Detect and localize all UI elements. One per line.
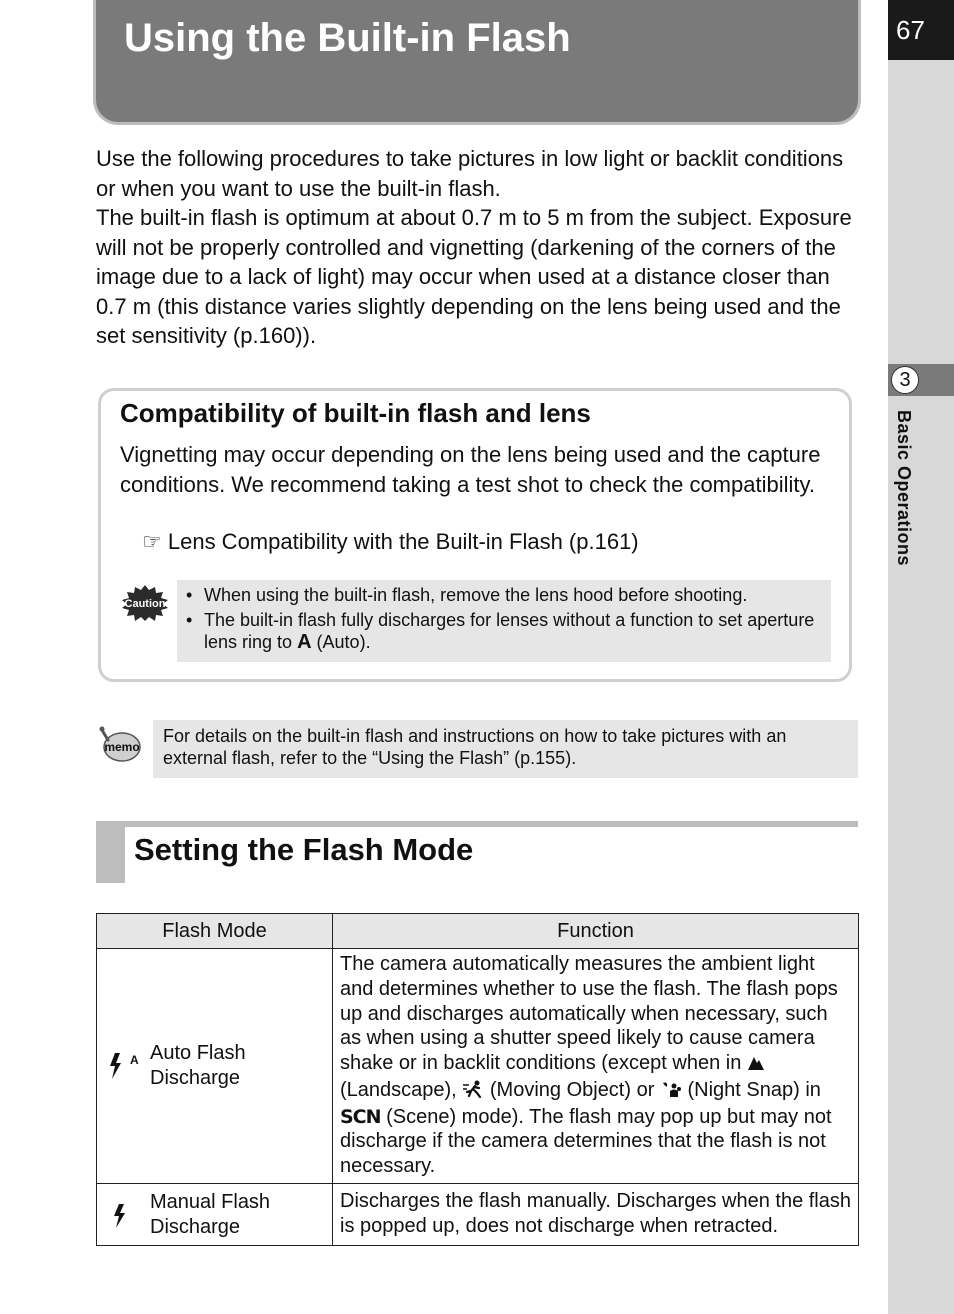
section-marker bbox=[96, 821, 125, 883]
page-number: 67 bbox=[888, 0, 954, 60]
caution-item: • When using the built-in flash, remove the lens hood before shooting. bbox=[186, 585, 748, 605]
intro-paragraph: The built-in flash is optimum at about 0.7 m to 5 m from the subject. Exposure will not be properly controlled and vignetting (darkening of the corners of the image due to a lack of light) may occur when used at a distance closer than 0.7 m (this distance varies slightly depending on the lens being used and the set sensitivity (p.160)). bbox=[96, 205, 852, 348]
intro-paragraph: Use the following procedures to take pictures in low light or backlit conditions or when you want to use the built-in flash. bbox=[96, 146, 844, 201]
function-cell: Discharges the flash manually. Discharges when the flash is popped up, does not discharge when retracted. bbox=[333, 1184, 859, 1246]
caution-item: • The built-in flash fully discharges for lenses without a function to set aperture lens ring to A (Auto). bbox=[186, 610, 815, 653]
memo-text: For details on the built-in flash and instructions on how to take pictures with an external flash, refer to the “Using the Flash” (p.155). bbox=[163, 726, 787, 768]
function-cell: The camera automatically measures the ambient light and determines whether to use the flash. The flash pops up and discharges automatically when necessary, such as when using a shutter speed likely to cause camera shake or in backlit conditions (except when in (Landscape), (Moving Object) or (Night Snap) in SCN (Scene) mode). The flash may pop up but may not discharge if the camera determines that the flash is not necessary. bbox=[333, 949, 859, 1184]
cross-reference-link[interactable] bbox=[142, 529, 639, 555]
auto-flash-icon bbox=[106, 1051, 150, 1081]
table-row bbox=[97, 949, 859, 1184]
auto-aperture-symbol: A bbox=[297, 631, 312, 653]
compatibility-heading: Compatibility of built-in flash and lens bbox=[120, 398, 591, 428]
header-flash-mode: Flash Mode bbox=[97, 914, 333, 949]
scene-mode-symbol: SCN bbox=[340, 1105, 381, 1128]
header-function: Function bbox=[333, 914, 859, 949]
intro-text bbox=[96, 144, 866, 351]
chapter-number: 3 bbox=[891, 366, 919, 394]
svg-text:A: A bbox=[130, 1053, 139, 1067]
caution-list bbox=[186, 584, 826, 656]
mode-cell bbox=[97, 1184, 333, 1246]
manual-flash-icon bbox=[106, 1200, 150, 1230]
landscape-icon bbox=[747, 1053, 765, 1078]
moving-object-icon bbox=[462, 1080, 484, 1105]
table-row bbox=[97, 1184, 859, 1246]
reference-text: Lens Compatibility with the Built-in Flash (p.161) bbox=[167, 529, 639, 554]
section-title: Setting the Flash Mode bbox=[134, 832, 474, 867]
caution-icon-label: Caution bbox=[124, 598, 166, 610]
mode-label: Auto Flash Discharge bbox=[150, 1042, 246, 1089]
section-divider bbox=[96, 821, 858, 827]
memo-icon-label: memo bbox=[104, 740, 140, 754]
table-header-row bbox=[97, 914, 859, 949]
chapter-sidebar bbox=[888, 0, 954, 1314]
chapter-title: Basic Operations bbox=[894, 410, 914, 567]
mode-cell bbox=[97, 949, 333, 1184]
night-snap-icon bbox=[660, 1080, 682, 1105]
page-title: Using the Built-in Flash bbox=[124, 16, 571, 60]
flash-mode-table bbox=[96, 913, 859, 1246]
memo-icon bbox=[98, 724, 142, 764]
caution-icon bbox=[120, 584, 170, 622]
mode-label: Manual Flash Discharge bbox=[150, 1190, 271, 1238]
reference-pointer-icon: ☞ bbox=[142, 529, 162, 554]
compatibility-body: Vignetting may occur depending on the lens being used and the capture conditions. We recommend taking a test shot to check the compatibility. bbox=[120, 442, 821, 497]
